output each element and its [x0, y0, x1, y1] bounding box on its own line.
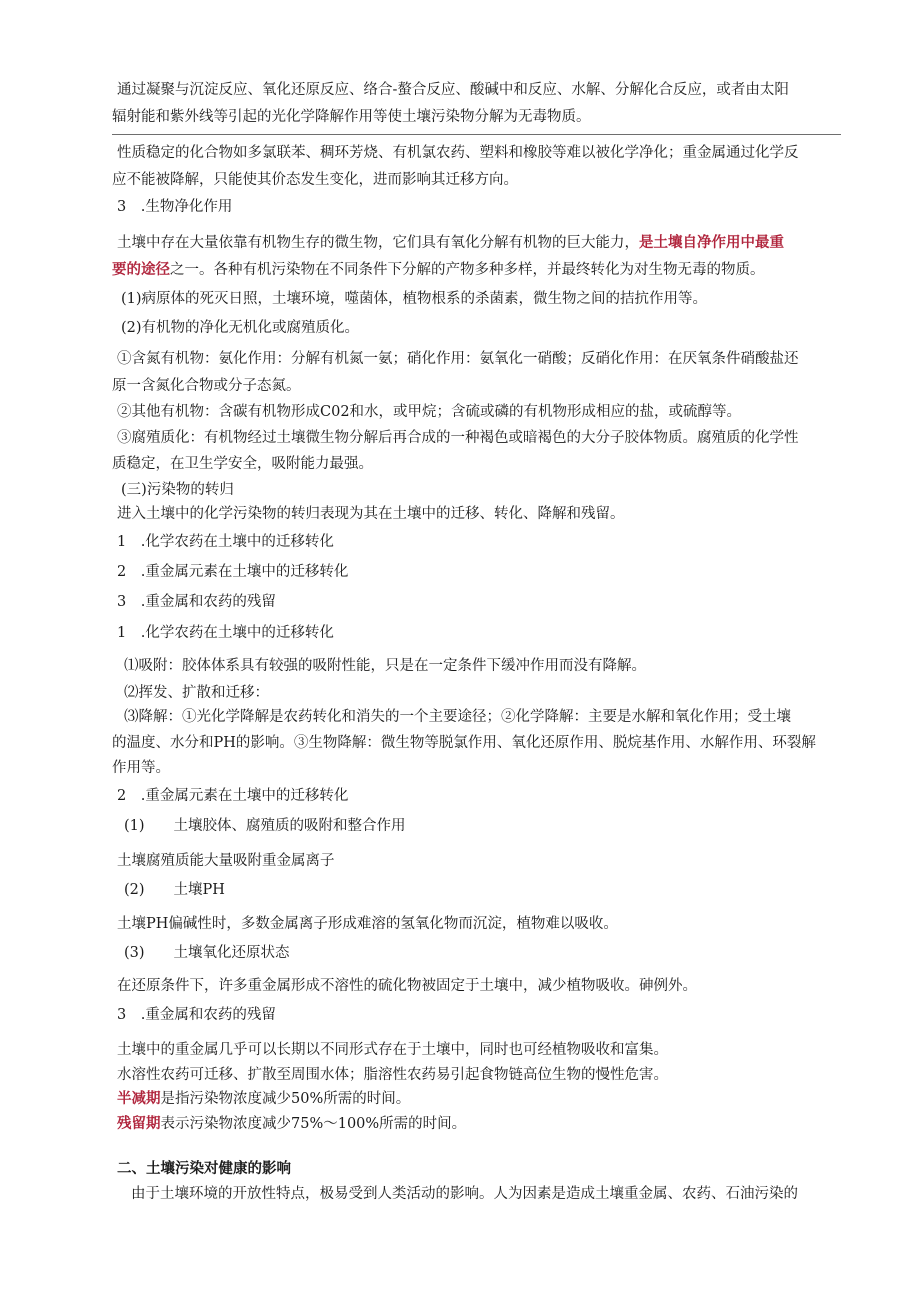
section-2-text: 由于土壤环境的开放性特点，极易受到人类活动的影响。人为因素是造成土壤重金属、农药、石油污染的 — [131, 1186, 798, 1202]
sub2: ②其他有机物：含碳有机物形成C02和水，或甲烷；含硫或磷的有机物形成相应的盐，或硫醇等。 — [117, 404, 742, 420]
metal-factor-1-text: 土壤腐殖质能大量吸附重金属离子 — [117, 853, 335, 869]
residual-period-term: 残留期 — [117, 1115, 161, 1132]
pesticide-degradation-line2: 的温度、水分和PH的影响。③生物降解：微生物等脱氯作用、氧化还原作用、脱烷基作用、水解作用、环裂解 — [112, 735, 816, 751]
pesticide-volatilization: ⑵挥发、扩散和迁移： — [124, 685, 269, 701]
residue-text-1: 土壤中的重金属几乎可以长期以不同形式存在于土壤中，同时也可经植物吸收和富集。 — [117, 1042, 668, 1058]
p3-emphasis-part1: 是土壤自净作用中最重 — [639, 234, 784, 251]
metal-factor-2-text: 土壤PH偏碱性时，多数金属离子形成难溶的氢氧化物而沉淀，植物难以吸收。 — [117, 916, 618, 932]
half-life-definition — [117, 1089, 410, 1109]
half-life-term: 半减期 — [117, 1090, 161, 1107]
pesticide-degradation-line3: 作用等。 — [112, 760, 170, 776]
pesticide-degradation-line1: ⑶降解：①光化学降解是农药转化和消失的一个主要途径；②化学降解：主要是水解和氧化作用；受土壤 — [124, 709, 791, 725]
heading-heavy-metal-migration: 2 .重金属元素在土壤中的迁移转化 — [117, 788, 349, 804]
item-1: (1)病原体的死灭日照，土壤环境，噬菌体，植物根系的杀菌素，微生物之间的拮抗作用等。 — [121, 291, 708, 307]
section-2-title: 二、土壤污染对健康的影响 — [117, 1160, 291, 1177]
metal-factor-1: (1) 土壤胶体、腐殖质的吸附和整合作用 — [124, 818, 406, 834]
sub1-line1: ①含氮有机物：氨化作用：分解有机氮一氨；硝化作用：氨氧化一硝酸；反硝化作用：在厌氧条件硝酸盐还 — [117, 351, 799, 367]
metal-factor-3-text: 在还原条件下，许多重金属形成不溶性的硫化物被固定于土壤中，减少植物吸收。砷例外。 — [117, 978, 697, 994]
p3-line1 — [117, 233, 784, 253]
sub3-line1: ③腐殖质化：有机物经过土壤微生物分解后再合成的一种褐色或暗褐色的大分子胶体物质。腐殖质的化学性 — [117, 430, 799, 446]
half-life-text: 是指污染物浓度减少50%所需的时间。 — [160, 1091, 411, 1107]
metal-factor-2: (2) 土壤PH — [124, 882, 225, 898]
heading-residue: 3 .重金属和农药的残留 — [117, 1007, 276, 1023]
list-item: 1 .化学农药在土壤中的迁移转化 — [117, 534, 334, 550]
sub3-line2: 质稳定，在卫生学安全，吸附能力最强。 — [112, 456, 373, 472]
residual-period-text: 表示污染物浓度减少75%～100%所需的时间。 — [160, 1116, 467, 1132]
p2-line1: 性质稳定的化合物如多氯联苯、稠环芳烧、有机氯农药、塑料和橡胶等难以被化学净化；重金属通过化学反 — [117, 145, 799, 161]
p1-line2: 辐射能和紫外线等引起的光化学降解作用等使土壤污染物分解为无毒物质。 — [112, 109, 591, 125]
p3-emphasis-part2: 要的途径 — [112, 261, 170, 278]
residual-period-definition — [117, 1114, 466, 1134]
metal-factor-3: (3) 土壤氧化还原状态 — [124, 945, 290, 961]
pesticide-adsorption: ⑴吸附：胶体体系具有较强的吸附性能，只是在一定条件下缓冲作用而没有降解。 — [124, 658, 646, 674]
item-2: (2)有机物的净化无机化或腐殖质化。 — [121, 320, 360, 336]
p2-line2: 应不能被降解，只能使其价态发生变化，进而影响其迁移方向。 — [112, 172, 518, 188]
heading-pesticide-migration: 1 .化学农药在土壤中的迁移转化 — [117, 625, 334, 641]
horizontal-rule — [112, 134, 841, 135]
heading-bio-purification: 3 .生物净化作用 — [117, 199, 233, 215]
p3-line1-text: 土壤中存在大量依靠有机物生存的微生物，它们具有氧化分解有机物的巨大能力， — [117, 235, 639, 251]
list-item: 2 .重金属元素在土壤中的迁移转化 — [117, 564, 349, 580]
residue-text-2: 水溶性农药可迁移、扩散至周围水体；脂溶性农药易引起食物链高位生物的慢性危害。 — [117, 1067, 668, 1083]
list-item: 3 .重金属和农药的残留 — [117, 594, 276, 610]
p3-line2-text: 之一。各种有机污染物在不同条件下分解的产物多种多样，并最终转化为对生物无毒的物质。 — [170, 262, 765, 278]
fate-intro: 进入土壤中的化学污染物的转归表现为其在土壤中的迁移、转化、降解和残留。 — [117, 506, 625, 522]
heading-pollutant-fate: (三)污染物的转归 — [121, 482, 234, 498]
sub1-line2: 原一含氮化合物或分子态氮。 — [112, 378, 301, 394]
p3-line2 — [112, 260, 765, 280]
p1-line1: 通过凝聚与沉淀反应、氧化还原反应、络合-螯合反应、酸碱中和反应、水解、分解化合反应，或者由太阳 — [117, 82, 789, 98]
